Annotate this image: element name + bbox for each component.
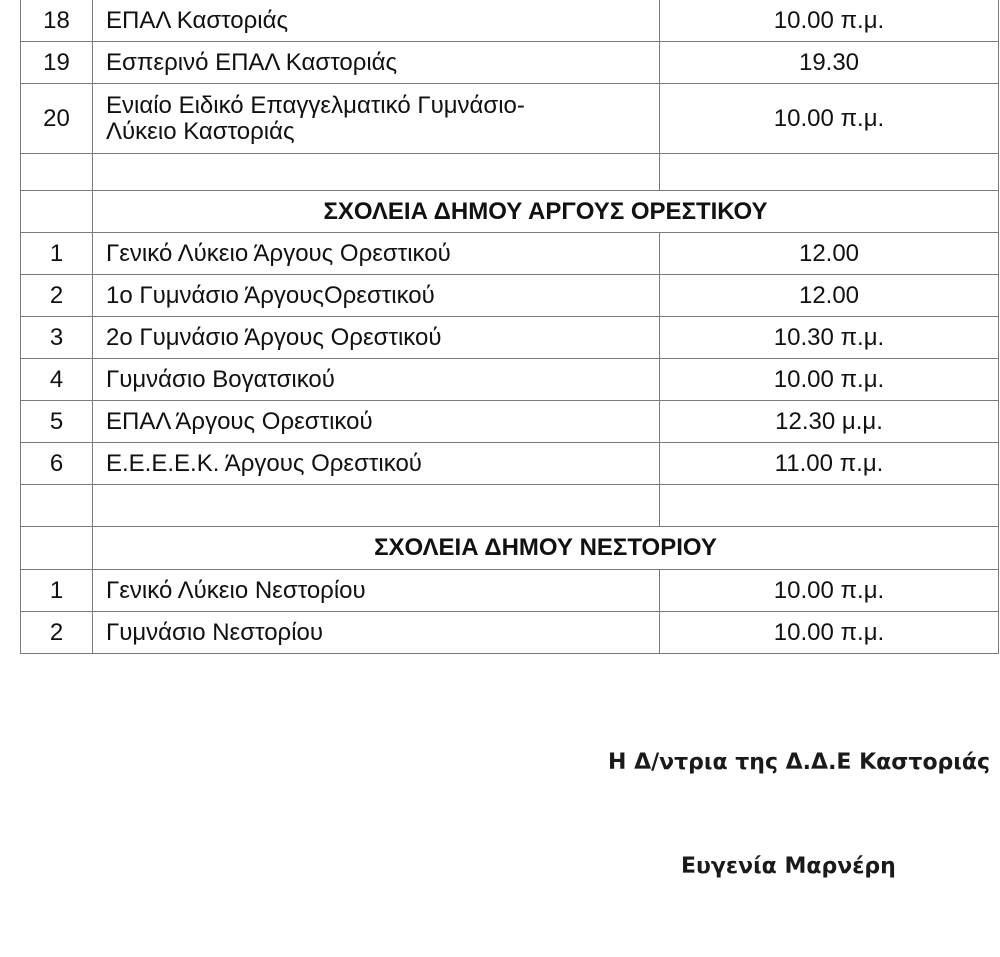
school-name: 1ο Γυμνάσιο ΆργουςΟρεστικού: [93, 275, 660, 317]
school-name: ΕΠΑΛ Άργους Ορεστικού: [93, 401, 660, 443]
section-heading-row: [21, 191, 999, 233]
table-row: [21, 570, 999, 612]
school-name-line: Λύκειο Καστοριάς: [106, 117, 295, 145]
row-number: 19: [21, 42, 93, 84]
event-time: 12.00: [660, 233, 999, 275]
section-heading-argos: ΣΧΟΛΕΙΑ ΔΗΜΟΥ ΑΡΓΟΥΣ ΟΡΕΣΤΙΚΟΥ: [93, 191, 999, 233]
empty-cell: [660, 154, 999, 191]
row-number: 1: [21, 233, 93, 275]
event-time: 11.00 π.μ.: [660, 443, 999, 485]
school-name: 2ο Γυμνάσιο Άργους Ορεστικού: [93, 317, 660, 359]
empty-cell: [21, 154, 93, 191]
empty-cell: [93, 154, 660, 191]
empty-row: [21, 485, 999, 527]
section-heading-row: [21, 527, 999, 570]
event-time: 19.30: [660, 42, 999, 84]
signatory-name: Ευγενία Μαρνέρη: [681, 854, 896, 879]
table-row: [21, 401, 999, 443]
school-name: Ε.Ε.Ε.Ε.Κ. Άργους Ορεστικού: [93, 443, 660, 485]
school-schedule-table: [20, 0, 999, 654]
signatory-title: Η Δ/ντρια της Δ.Δ.Ε Καστοριάς: [608, 750, 991, 775]
table-row: [21, 612, 999, 654]
table-row: [21, 42, 999, 84]
table-row: [21, 359, 999, 401]
empty-cell: [21, 485, 93, 527]
empty-cell: [21, 527, 93, 570]
table-row: [21, 443, 999, 485]
table-row: [21, 275, 999, 317]
empty-cell: [93, 485, 660, 527]
row-number: 2: [21, 275, 93, 317]
empty-row: [21, 154, 999, 191]
empty-cell: [660, 485, 999, 527]
school-name: Εσπερινό ΕΠΑΛ Καστοριάς: [93, 42, 660, 84]
school-name: Γυμνάσιο Βογατσικού: [93, 359, 660, 401]
school-name: Γυμνάσιο Νεστορίου: [93, 612, 660, 654]
event-time: 12.00: [660, 275, 999, 317]
event-time: 10.00 π.μ.: [660, 359, 999, 401]
school-name: Γενικό Λύκειο Άργους Ορεστικού: [93, 233, 660, 275]
row-number: 20: [21, 84, 93, 154]
row-number: 18: [21, 0, 93, 42]
school-name-line: Ενιαίο Ειδικό Επαγγελματικό Γυμνάσιο-: [106, 91, 525, 119]
table-row: [21, 233, 999, 275]
event-time: 10.30 π.μ.: [660, 317, 999, 359]
event-time: 12.30 μ.μ.: [660, 401, 999, 443]
school-name: [93, 84, 660, 154]
section-heading-nestorio: ΣΧΟΛΕΙΑ ΔΗΜΟΥ ΝΕΣΤΟΡΙΟΥ: [93, 527, 999, 570]
row-number: 1: [21, 570, 93, 612]
row-number: 6: [21, 443, 93, 485]
empty-cell: [21, 191, 93, 233]
event-time: 10.00 π.μ.: [660, 84, 999, 154]
school-name: ΕΠΑΛ Καστοριάς: [93, 0, 660, 42]
row-number: 4: [21, 359, 93, 401]
event-time: 10.00 π.μ.: [660, 612, 999, 654]
table-row: [21, 0, 999, 42]
row-number: 2: [21, 612, 93, 654]
table-row: [21, 84, 999, 154]
row-number: 5: [21, 401, 93, 443]
event-time: 10.00 π.μ.: [660, 0, 999, 42]
event-time: 10.00 π.μ.: [660, 570, 999, 612]
school-name: Γενικό Λύκειο Νεστορίου: [93, 570, 660, 612]
row-number: 3: [21, 317, 93, 359]
table-row: [21, 317, 999, 359]
